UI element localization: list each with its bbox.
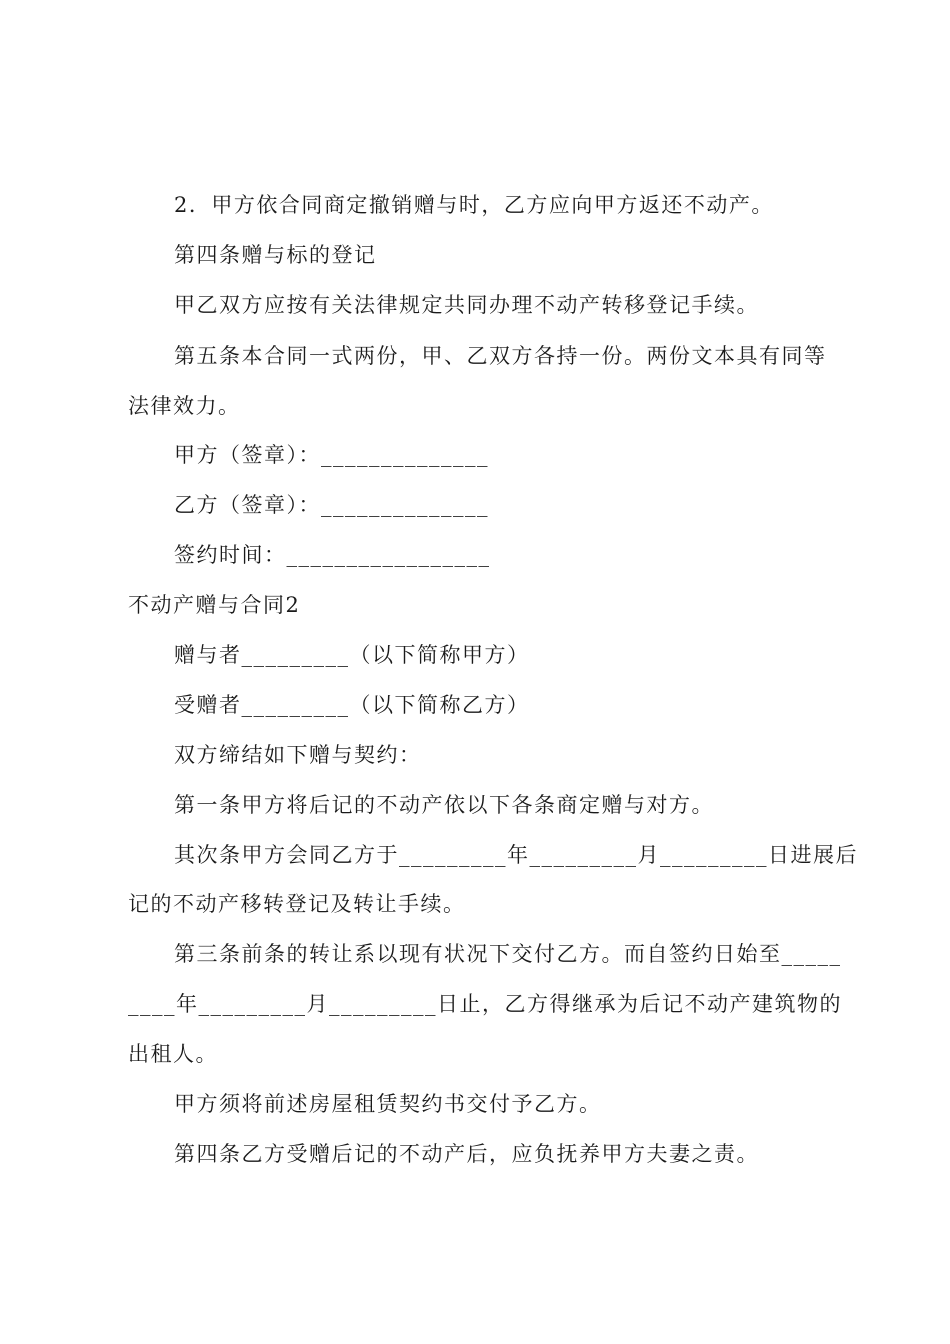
signature-party-b: 乙方（签章）：______________ (174, 493, 489, 517)
article-2-line-1: 其次条甲方会同乙方于_________年_________月_________日进展后 (174, 843, 858, 867)
paragraph-article-5-line-2: 法律效力。 (128, 394, 241, 418)
article-4: 第四条乙方受赠后记的不动产后，应负抚养甲方夫妻之责。 (174, 1142, 759, 1166)
donor-line: 赠与者_________（以下简称甲方） (174, 643, 530, 667)
signing-date: 签约时间：_________________ (174, 543, 491, 567)
contract-2-title: 不动产赠与合同2 (128, 593, 301, 617)
heading-article-4-registration: 第四条赠与标的登记 (174, 243, 377, 267)
lease-handover: 甲方须将前述房屋租赁契约书交付予乙方。 (174, 1092, 602, 1116)
signature-party-a: 甲方（签章）：______________ (174, 443, 489, 467)
donee-line: 受赠者_________（以下简称乙方） (174, 693, 530, 717)
article-3-line-1: 第三条前条的转让系以现有状况下交付乙方。而自签约日始至_____ (174, 942, 842, 966)
paragraph-revocation-return: 2．甲方依合同商定撤销赠与时，乙方应向甲方返还不动产。 (174, 193, 774, 217)
paragraph-article-5-line-1: 第五条本合同一式两份，甲、乙双方各持一份。两份文本具有同等 (174, 344, 827, 368)
article-3-line-3: 出租人。 (128, 1042, 218, 1066)
paragraph-transfer-registration: 甲乙双方应按有关法律规定共同办理不动产转移登记手续。 (174, 293, 759, 317)
article-2-line-2: 记的不动产移转登记及转让手续。 (128, 892, 466, 916)
article-1: 第一条甲方将后记的不动产依以下各条商定赠与对方。 (174, 793, 714, 817)
article-3-line-2: ____年_________月_________日止，乙方得继承为后记不动产建筑物的 (128, 992, 842, 1016)
agreement-intro: 双方缔结如下赠与契约： (174, 743, 422, 767)
